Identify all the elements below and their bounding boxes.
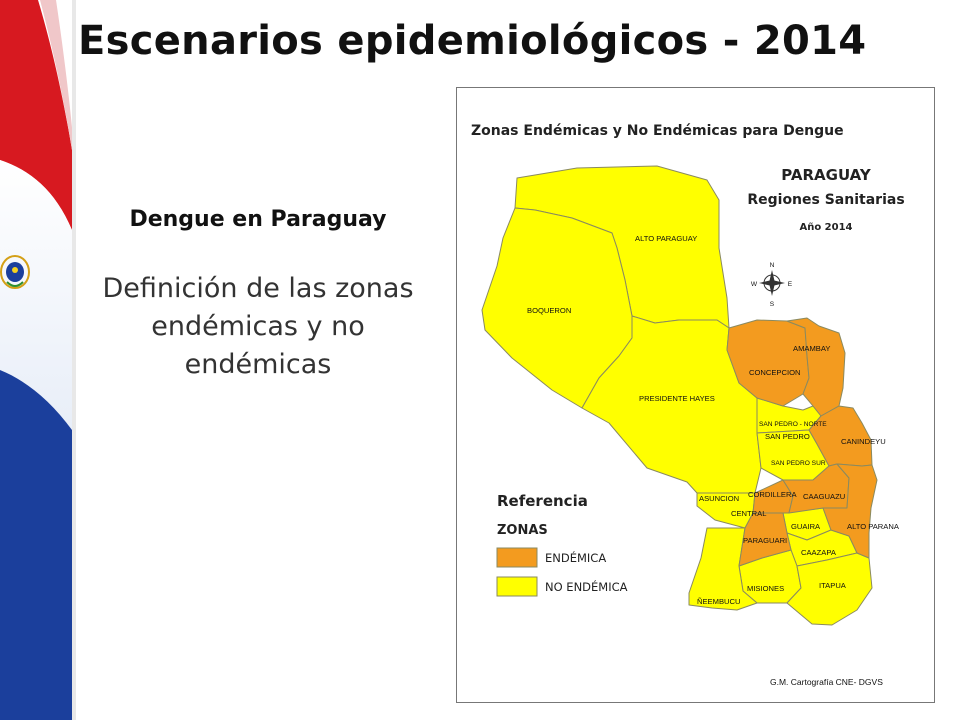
legend-subheading: ZONAS: [497, 523, 548, 538]
label-canindeyu: CANINDEYU: [841, 437, 886, 446]
compass-south: S: [769, 301, 775, 308]
label-amambay: AMAMBAY: [793, 344, 831, 353]
compass-north: N: [769, 262, 775, 269]
map-year-label: Año 2014: [799, 222, 853, 233]
label-alto-parana: ALTO PARANA: [847, 522, 899, 531]
paraguay-map: [457, 88, 936, 704]
map-country: PARAGUAY: [781, 166, 871, 184]
label-san-pedro-norte: SAN PEDRO - NORTE: [759, 421, 827, 428]
map-legend: [497, 492, 628, 596]
label-concepcion: CONCEPCION: [749, 368, 801, 377]
compass-rose-icon: [751, 262, 793, 308]
slide-title: Escenarios epidemiológicos - 2014: [78, 18, 867, 64]
slide-description: Definición de las zonas endémicas y no endémicas: [102, 273, 414, 380]
legend-swatch-non-endemic: [497, 577, 537, 596]
label-central: CENTRAL: [731, 509, 767, 518]
label-presidente-hayes: PRESIDENTE HAYES: [639, 394, 715, 403]
legend-swatch-endemic: [497, 548, 537, 567]
map-credit: G.M. Cartografía CNE- DGVS: [770, 677, 883, 687]
label-san-pedro: SAN PEDRO: [765, 432, 810, 441]
label-itapua: ITAPUA: [819, 581, 846, 590]
slide-subtitle: Dengue en Paraguay: [129, 207, 387, 232]
compass-west: W: [750, 281, 758, 288]
flag-band-decoration: [0, 0, 80, 720]
map-frame: [456, 87, 935, 703]
label-caaguazu: CAAGUAZU: [803, 492, 846, 501]
label-neembucu: ÑEEMBUCU: [697, 597, 741, 606]
map-subheading: Regiones Sanitarias: [747, 192, 905, 208]
label-san-pedro-sur: SAN PEDRO SUR: [771, 460, 826, 467]
legend-label-endemic: ENDÉMICA: [545, 551, 607, 565]
label-boqueron: BOQUERON: [527, 306, 572, 315]
label-paraguari: PARAGUARI: [743, 536, 788, 545]
map-title: Zonas Endémicas y No Endémicas para Dengue: [471, 123, 844, 139]
legend-label-non-endemic: NO ENDÉMICA: [545, 580, 628, 594]
compass-east: E: [787, 281, 793, 288]
label-guaira: GUAIRA: [791, 522, 821, 531]
legend-heading: Referencia: [497, 492, 588, 510]
label-caazapa: CAAZAPA: [801, 548, 836, 557]
label-misiones: MISIONES: [747, 584, 785, 593]
label-cordillera: CORDILLERA: [748, 490, 797, 499]
label-asuncion: ASUNCION: [699, 494, 740, 503]
label-alto-paraguay: ALTO PARAGUAY: [635, 234, 698, 243]
